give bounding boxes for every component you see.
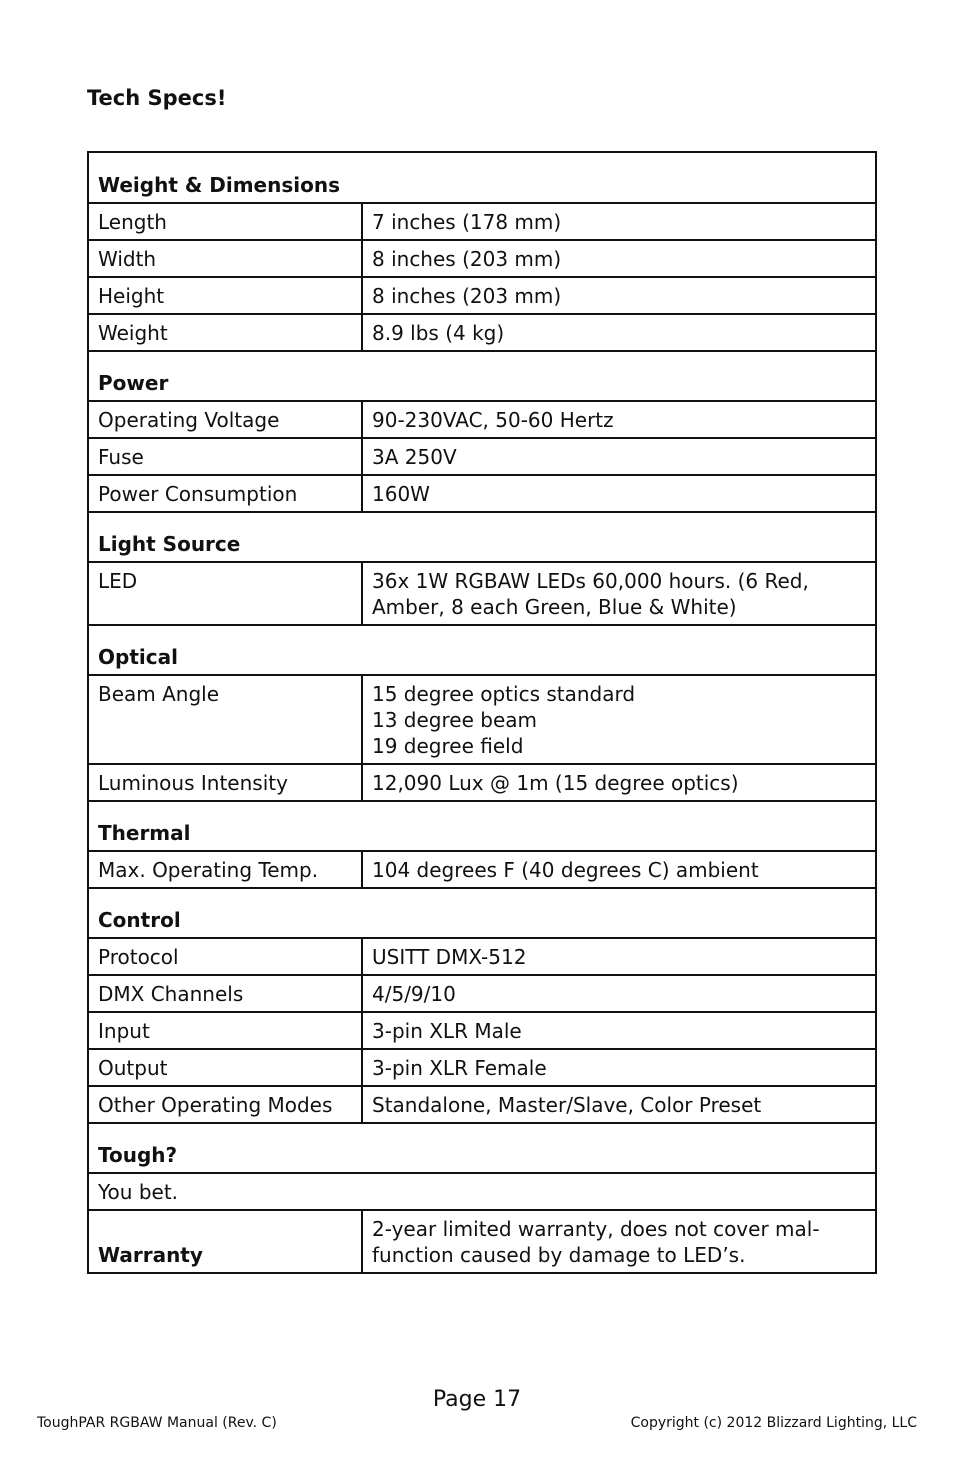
spec-table-body	[88, 152, 876, 1273]
spec-label: LED	[88, 562, 362, 625]
value-line: 3-pin XLR Female	[372, 1056, 547, 1080]
spec-label: Operating Voltage	[88, 401, 362, 438]
table-row	[88, 314, 876, 351]
value-line: 8 inches (203 mm)	[372, 247, 562, 271]
section-header-row	[88, 1123, 876, 1173]
table-row	[88, 438, 876, 475]
value-line: 2-year limited warranty, does not cover mal-	[372, 1217, 820, 1241]
table-row	[88, 764, 876, 801]
table-row	[88, 240, 876, 277]
footer-manual-title: ToughPAR RGBAW Manual (Rev. C)	[37, 1415, 277, 1431]
spec-value	[362, 314, 876, 351]
table-row	[88, 1012, 876, 1049]
table-row	[88, 938, 876, 975]
spec-table	[87, 151, 877, 1274]
value-line: 19 degree field	[372, 734, 524, 758]
value-line: 160W	[372, 482, 430, 506]
spec-label: Other Operating Modes	[88, 1086, 362, 1123]
spec-label: DMX Channels	[88, 975, 362, 1012]
section-title: Weight & Dimensions	[88, 152, 876, 203]
spec-value	[362, 764, 876, 801]
spec-label: Input	[88, 1012, 362, 1049]
spec-value	[362, 975, 876, 1012]
spec-value	[362, 938, 876, 975]
value-line: 3A 250V	[372, 445, 457, 469]
value-line: 36x 1W RGBAW LEDs 60,000 hours. (6 Red,	[372, 569, 809, 593]
section-header-row	[88, 512, 876, 562]
spec-value	[362, 475, 876, 512]
value-line: 3-pin XLR Male	[372, 1019, 522, 1043]
table-row	[88, 675, 876, 764]
value-line: 15 degree optics standard	[372, 682, 636, 706]
value-line: 4/5/9/10	[372, 982, 456, 1006]
section-header-row	[88, 888, 876, 938]
spec-value	[362, 1086, 876, 1123]
section-title: Light Source	[88, 512, 876, 562]
spec-value	[362, 562, 876, 625]
value-line: 104 degrees F (40 degrees C) ambient	[372, 858, 759, 882]
value-line: USITT DMX-512	[372, 945, 527, 969]
spec-value	[362, 438, 876, 475]
spec-label: Output	[88, 1049, 362, 1086]
spec-value	[362, 240, 876, 277]
value-line: 8.9 lbs (4 kg)	[372, 321, 505, 345]
spec-label: Max. Operating Temp.	[88, 851, 362, 888]
section-title: Optical	[88, 625, 876, 675]
value-line: 7 inches (178 mm)	[372, 210, 562, 234]
section-header-row	[88, 152, 876, 203]
spec-value	[362, 401, 876, 438]
section-header-row	[88, 801, 876, 851]
warranty-label: Warranty	[88, 1210, 362, 1273]
spec-value	[362, 1012, 876, 1049]
spec-label: Height	[88, 277, 362, 314]
table-row	[88, 401, 876, 438]
spec-label: Width	[88, 240, 362, 277]
table-row	[88, 562, 876, 625]
value-line: function caused by damage to LED’s.	[372, 1243, 746, 1267]
spec-label: Power Consumption	[88, 475, 362, 512]
spec-label: Length	[88, 203, 362, 240]
page-title: Tech Specs!	[87, 86, 227, 110]
value-line: 90-230VAC, 50-60 Hertz	[372, 408, 614, 432]
table-row	[88, 277, 876, 314]
spec-value	[362, 203, 876, 240]
section-title: Tough?	[88, 1123, 876, 1173]
spec-label: Beam Angle	[88, 675, 362, 764]
section-title: Control	[88, 888, 876, 938]
value-line: Amber, 8 each Green, Blue & White)	[372, 595, 737, 619]
value-line: Standalone, Master/Slave, Color Preset	[372, 1093, 762, 1117]
table-row	[88, 1086, 876, 1123]
spec-value	[362, 277, 876, 314]
spec-value	[362, 675, 876, 764]
value-line: 12,090 Lux @ 1m (15 degree optics)	[372, 771, 739, 795]
page-number: Page 17	[432, 1387, 522, 1412]
spec-label: Fuse	[88, 438, 362, 475]
table-row-tough-answer	[88, 1173, 876, 1210]
warranty-value	[362, 1210, 876, 1273]
spec-label: Protocol	[88, 938, 362, 975]
table-row	[88, 975, 876, 1012]
footer-copyright: Copyright (c) 2012 Blizzard Lighting, LLC	[630, 1415, 917, 1431]
section-header-row	[88, 351, 876, 401]
table-row-warranty	[88, 1210, 876, 1273]
spec-value	[362, 1049, 876, 1086]
section-title: Power	[88, 351, 876, 401]
table-row	[88, 1049, 876, 1086]
table-row	[88, 851, 876, 888]
table-row	[88, 475, 876, 512]
value-line: 8 inches (203 mm)	[372, 284, 562, 308]
table-row	[88, 203, 876, 240]
spec-value	[362, 851, 876, 888]
spec-label: Luminous Intensity	[88, 764, 362, 801]
section-title: Thermal	[88, 801, 876, 851]
section-header-row	[88, 625, 876, 675]
tough-answer: You bet.	[88, 1173, 876, 1210]
spec-label: Weight	[88, 314, 362, 351]
value-line: 13 degree beam	[372, 708, 537, 732]
